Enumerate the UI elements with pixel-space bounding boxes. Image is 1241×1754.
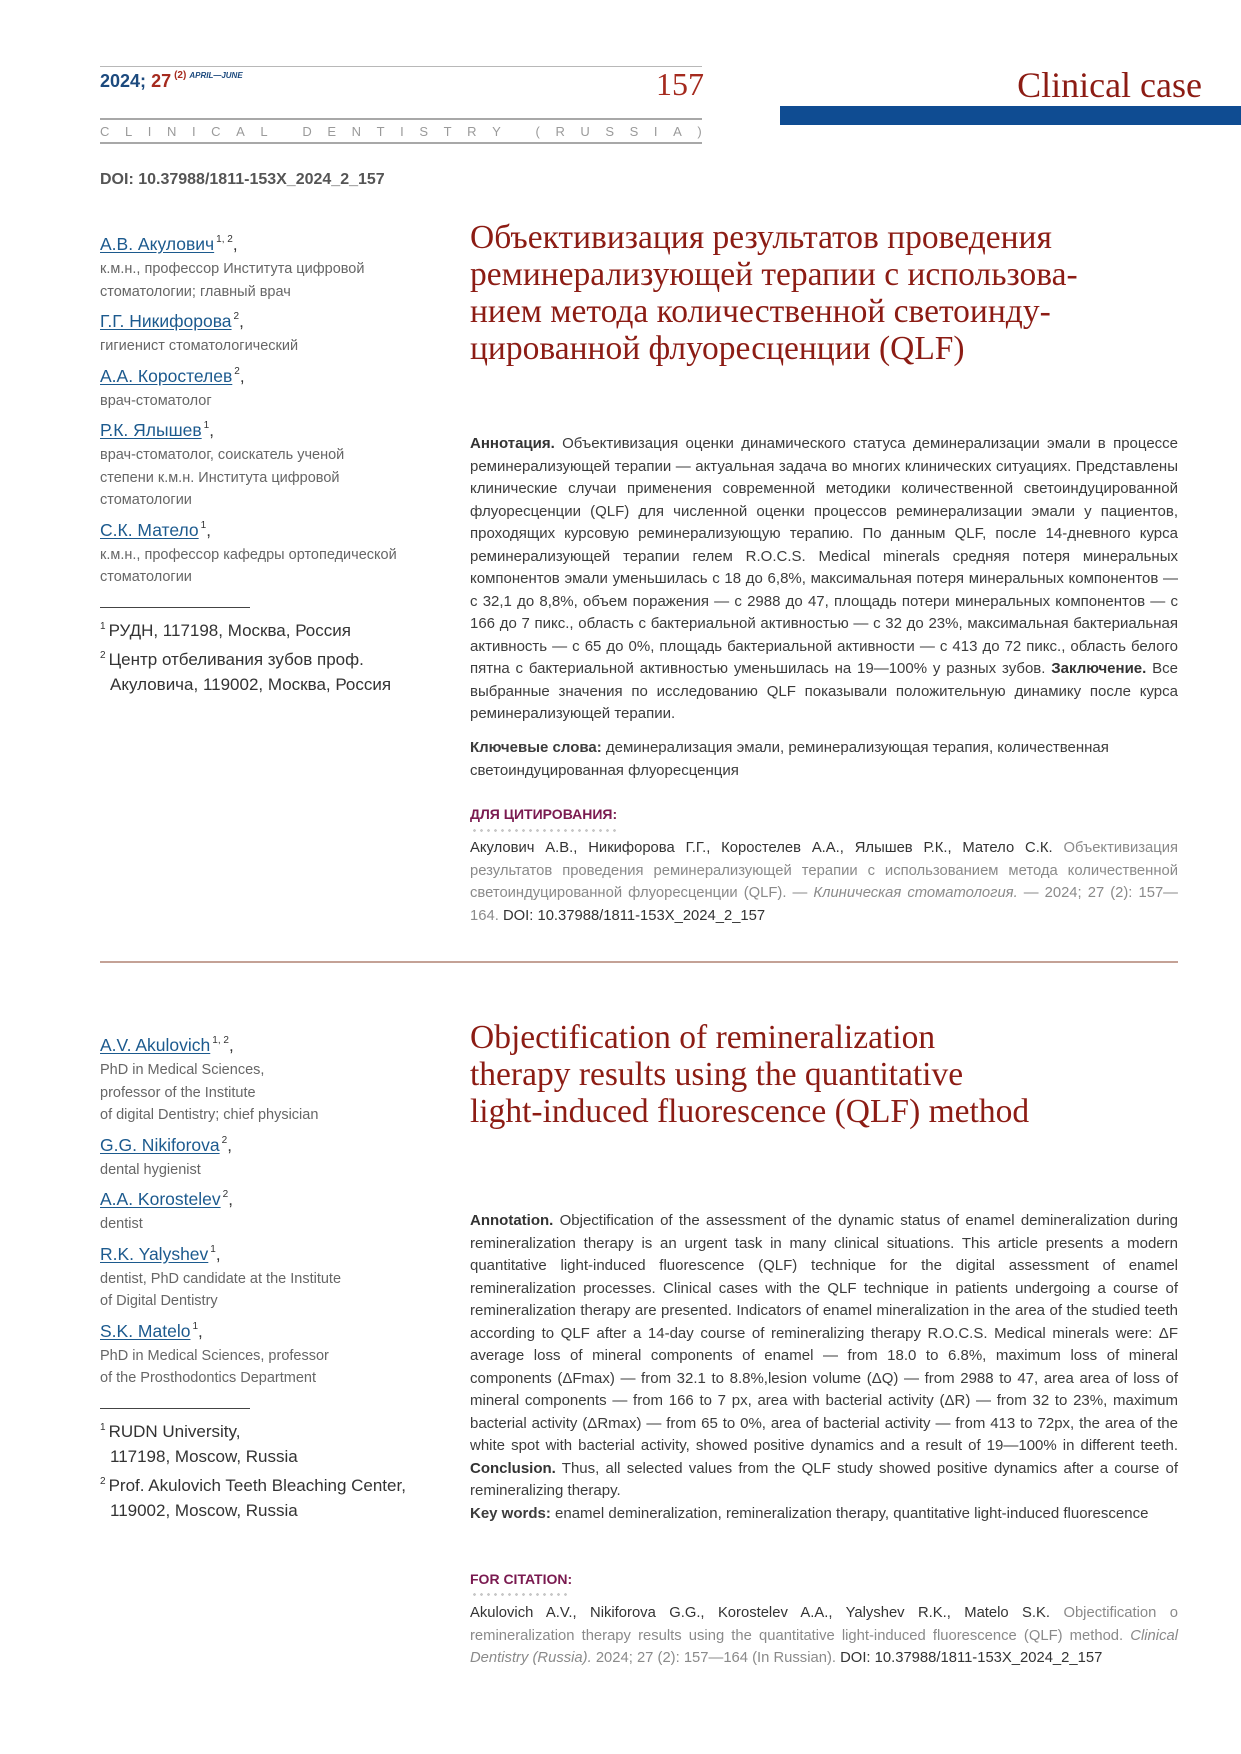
- author-affiliation-sup: 1: [203, 420, 210, 431]
- journal-letter: A: [236, 124, 245, 139]
- journal-letter: C: [211, 124, 221, 139]
- journal-letter: D: [302, 124, 312, 139]
- title-line: реминерализующей терапии с использова-: [470, 256, 1078, 293]
- issue-volume: 27: [151, 71, 172, 91]
- footnote-rule: [100, 607, 250, 608]
- footnote-rule: [100, 1408, 250, 1409]
- desc-line: гигиенист стоматологический: [100, 338, 299, 354]
- citation-issue: 2024; 27 (2): 157—164 (In Russian).: [595, 1650, 836, 1666]
- affiliation: [100, 643, 410, 697]
- journal-letter: U: [580, 124, 590, 139]
- issue-months: APRIL—JUNE: [189, 71, 243, 80]
- author: S.K. Matelo $^1$,: [100, 1320, 203, 1341]
- citation-authors: Akulovich A.V., Nikiforova G.G., Korostelev A.A., Yalyshev R.K., Matelo S.K.: [470, 1605, 1051, 1621]
- journal-letter: E: [327, 124, 337, 139]
- citation-doi[interactable]: DOI: 10.37988/1811-153X_2024_2_157: [502, 907, 766, 924]
- author: A.V. Akulovich $^{1, 2}$,: [100, 1035, 234, 1055]
- affiliation-text: Prof. Akulovich Teeth Bleaching Center, 119002, Moscow, Russia: [108, 1475, 406, 1520]
- author-description: [100, 1059, 430, 1127]
- article-doi: DOI: 10.37988/1811-153X_2024_2_157: [100, 171, 385, 188]
- section-label: Clinical case: [1017, 65, 1202, 105]
- author-description: [100, 444, 430, 512]
- author: R.K. Yalyshev $^1$,: [100, 1243, 221, 1264]
- author-description: [100, 390, 430, 413]
- author-link[interactable]: R.K. Yalyshev: [100, 1243, 209, 1264]
- ru-citation: [470, 837, 1178, 927]
- dotted-rule: [471, 829, 617, 832]
- author-description: [100, 1345, 430, 1390]
- desc-line: of the Prosthodontics Department: [100, 1370, 317, 1386]
- ru-citation-heading: ДЛЯ ЦИТИРОВАНИЯ:: [470, 806, 618, 822]
- journal-letter: S: [629, 124, 639, 139]
- author-description: [100, 1268, 430, 1313]
- affiliation-text: РУДН, 117198, Москва, Россия: [108, 620, 351, 640]
- journal-letter: (: [535, 124, 540, 139]
- author: Г.Г. Никифорова $^2$,: [100, 311, 244, 331]
- issue-number: (2): [174, 70, 187, 81]
- citation-doi[interactable]: DOI: 10.37988/1811-153X_2024_2_157: [840, 1650, 1103, 1666]
- citation-journal: Клиническая стоматология.: [813, 885, 1018, 901]
- header-rule: [100, 118, 702, 120]
- conclusion-text: Thus, all selected values from the QLF study showed positive dynamics after a course of remineralizing therapy.: [470, 1459, 1178, 1499]
- issue-year: 2024;: [100, 71, 147, 91]
- journal-letter: Y: [492, 124, 501, 139]
- abstract-text: Objectification of the assessment of the dynamic status of enamel demineralization during remineralization therapy is an urgent task in many clinical situations. This article presents a modern quantitative light-induced fluorescence (QLF) technique for the digital assessment of enamel remineralization processes. Clinical cases with the QLF technique in patients undergoing a course of remineralization therapy are presented. Indicators of enamel mineralization in the area of the studied teeth according to QLF after a 14-day course of remineralizing therapy R.O.C.S. Medical minerals were: ΔF average loss of mineral components of enamel — from 18.0 to 6.8%, maximum loss of mineral components (ΔFmax) — from 32.1 to 8.8%,lesion volume (ΔQ) — from 2988 to 47, area area of loss of mineral components — from 166 to 7 px, area with bacterial activity (ΔR) — from 32 to 23%, maximum bacterial activity (ΔRmax) — from 65 to 0%, area of bacterial activity — from 413 to 72px, the area of the white spot with bacterial activity, showed positive dynamics and a result of 19—100% in different teeth.: [470, 1212, 1179, 1454]
- brand-bar: [780, 106, 1241, 125]
- section-divider: [100, 961, 1178, 963]
- affiliation: [100, 614, 430, 643]
- desc-line: dentist: [100, 1216, 143, 1232]
- ru-authors: [100, 228, 430, 697]
- desc-line: of digital Dentistry; chief physician: [100, 1107, 319, 1123]
- author-affiliation-sup: 1, 2: [212, 1035, 229, 1046]
- conclusion-label: Заключение.: [1051, 660, 1147, 677]
- author-affiliation-sup: 2: [233, 311, 240, 322]
- author-description: [100, 335, 430, 358]
- author-affiliation-sup: 1: [210, 1243, 216, 1255]
- journal-letter: T: [443, 124, 452, 139]
- author-link[interactable]: A.A. Korostelev: [100, 1189, 221, 1209]
- journal-letter: N: [166, 124, 177, 139]
- keywords-text: деминерализация эмали, реминерализующая терапия, количественная светоиндуцированная флуоресценция: [470, 739, 1109, 779]
- journal-letter: L: [260, 124, 268, 139]
- author-link[interactable]: S.K. Matelo: [100, 1320, 191, 1341]
- author-affiliation-sup: 1, 2: [216, 234, 233, 245]
- journal-letter: C: [100, 124, 110, 139]
- journal-letter: [516, 124, 520, 139]
- affiliation: [100, 1469, 440, 1523]
- desc-line: professor of the Institute: [100, 1084, 256, 1101]
- abstract-text: Объективизация оценки динамического статуса деминерализации эмали в процессе реминерализующей терапии — актуальная задача во многих клинических ситуациях. Представлены клинические случаи применения современной методики количественной светоиндуцированной флуоресценции (QLF) для численной оценки процессов реминерализации эмали у пациентов, проходящих курсовую реминерализующую терапию. По данным QLF, после 14-дневного курса реминерализующей терапии гелем R.O.C.S. Medical minerals средняя потеря минеральных компонентов эмали уменьшилась с 18 до 6,8%, максимальная потеря минеральных компонентов — с 32,1 до 8,8%, объем поражения — с 2988 до 47, площадь потери минеральных компонентов — с 166 до 7 пикс., область с бактериальной активностью — с 32 до 23%, максимальная бактериальная активность — с 65 до 0%, площадь бактериальной активности — с 413 до 72 пикс., область белого пятна с бактериальной активностью уменьшилась на 19—100% у разных зубов.: [470, 435, 1178, 677]
- author-description: [100, 1213, 430, 1236]
- desc-line: к.м.н., профессор Института цифровой: [100, 261, 365, 277]
- citation-title: Objectification o remineralization therapy results using the quantitative light-induced fluorescence (QLF) method.: [470, 1605, 1178, 1644]
- affiliation-sup: 2: [100, 1475, 106, 1487]
- journal-letter: R: [555, 124, 565, 139]
- author-description: [100, 258, 430, 303]
- journal-letter: I: [653, 124, 658, 139]
- en-abstract: [470, 1210, 1178, 1503]
- en-citation-heading: FOR CITATION:: [470, 1571, 573, 1587]
- journal-letter: R: [467, 124, 477, 139]
- conclusion-text: Все выбранные значения по исследованию QLF показывали положительную динамику после курса реминерализующей терапии.: [470, 660, 1179, 722]
- citation-authors: Акулович А.В., Никифорова Г.Г., Коростелев А.А., Ялышев Р.К., Матело С.К.: [470, 840, 1053, 856]
- desc-line: к.м.н., профессор кафедры ортопедической: [100, 546, 397, 563]
- desc-line: врач-стоматолог: [100, 392, 212, 409]
- author: G.G. Nikiforova $^2$,: [100, 1134, 232, 1155]
- affiliation-text: RUDN University, 117198, Moscow, Russia: [108, 1421, 298, 1466]
- journal-letter: A: [673, 124, 682, 139]
- author-link[interactable]: А.А. Коростелев: [100, 365, 233, 386]
- issue-info: [100, 70, 243, 92]
- author: С.К. Матело $^1$,: [100, 519, 211, 540]
- journal-letter: [283, 124, 287, 139]
- journal-letter: I: [191, 124, 196, 139]
- author-affiliation-sup: 2: [221, 1134, 228, 1146]
- author: A.A. Korostelev $^2$,: [100, 1189, 233, 1209]
- author-affiliation-sup: 1: [200, 519, 207, 531]
- journal-name: [100, 124, 702, 139]
- ru-keywords: [470, 737, 1178, 782]
- desc-line: dental hygienist: [100, 1161, 201, 1178]
- abstract-label: Аннотация.: [470, 435, 555, 452]
- desc-line: врач-стоматолог, соискатель ученой: [100, 447, 345, 463]
- affiliation-text: Центр отбеливания зубов проф. Акуловича, 119002, Москва, Россия: [108, 649, 392, 694]
- en-authors: [100, 1029, 430, 1523]
- citation-journal: Clinical Dentistry (Russia).: [470, 1627, 1178, 1666]
- desc-line: of Digital Dentistry: [100, 1293, 218, 1309]
- desc-line: PhD in Medical Sciences,: [100, 1062, 265, 1078]
- desc-line: стоматологии: [100, 569, 192, 585]
- keywords-text: enamel demineralization, remineralization therapy, quantitative light-induced fluorescence: [555, 1505, 1149, 1522]
- title-line: light-induced fluorescence (QLF) method: [470, 1093, 1030, 1130]
- conclusion-label: Conclusion.: [470, 1459, 556, 1477]
- journal-letter: ): [697, 124, 702, 139]
- abstract-label: Annotation.: [470, 1212, 554, 1229]
- citation-title: Объективизация результатов проведения реминерализующей терапии с использованием метода количественной светоиндуцированной флуоресценции (QLF). —: [470, 840, 1178, 901]
- title-line: Objectification of remineralization: [470, 1019, 936, 1056]
- author-link[interactable]: С.К. Матело: [100, 519, 199, 540]
- affiliation-sup: 1: [100, 620, 106, 632]
- desc-line: стоматологии: [100, 492, 192, 508]
- desc-line: PhD in Medical Sciences, professor: [100, 1347, 329, 1364]
- header-rule: [100, 142, 702, 144]
- keywords-label: Ключевые слова:: [470, 739, 602, 756]
- author-link[interactable]: Р.К. Ялышев: [100, 420, 202, 440]
- desc-line: стоматологии; главный врач: [100, 283, 291, 300]
- author: Р.К. Ялышев $^1$,: [100, 420, 214, 440]
- desc-line: dentist, PhD candidate at the Institute: [100, 1270, 342, 1287]
- author: А.В. Акулович $^{1, 2}$,: [100, 234, 238, 254]
- author: А.А. Коростелев $^2$,: [100, 365, 245, 386]
- author-description: [100, 1159, 430, 1182]
- citation-issue: — 2024; 27 (2): 157—164.: [470, 885, 1178, 924]
- journal-letter: I: [147, 124, 152, 139]
- journal-letter: T: [376, 124, 385, 139]
- affiliation-sup: 1: [100, 1421, 106, 1433]
- journal-letter: L: [124, 124, 133, 139]
- author-description: [100, 544, 430, 589]
- desc-line: степени к.м.н. Института цифровой: [100, 469, 340, 486]
- author-link[interactable]: G.G. Nikiforova: [100, 1134, 220, 1155]
- title-line: therapy results using the quantitative: [470, 1056, 964, 1093]
- journal-letter: S: [605, 124, 615, 139]
- affiliation: [100, 1415, 300, 1469]
- title-line: Объективизация результатов проведения: [470, 219, 1052, 256]
- en-article-title: [470, 1019, 1190, 1130]
- affiliation-sup: 2: [100, 649, 106, 661]
- author-link[interactable]: Г.Г. Никифорова: [100, 311, 232, 331]
- title-line: цированной флуоресценции (QLF): [470, 330, 965, 367]
- ru-abstract: [470, 433, 1178, 726]
- author-link[interactable]: А.В. Акулович: [100, 234, 215, 254]
- header-top-rule: [100, 66, 702, 67]
- journal-letter: I: [400, 124, 404, 139]
- author-affiliation-sup: 1: [192, 1320, 199, 1332]
- author-affiliation-sup: 2: [222, 1189, 229, 1200]
- page-number: 157: [656, 66, 704, 102]
- ru-article-title: [470, 219, 1190, 367]
- en-keywords: [470, 1503, 1178, 1526]
- author-affiliation-sup: 2: [234, 365, 240, 377]
- journal-letter: S: [419, 124, 428, 139]
- en-citation: [470, 1602, 1178, 1670]
- journal-letter: N: [351, 124, 361, 139]
- author-link[interactable]: A.V. Akulovich: [100, 1035, 211, 1055]
- dotted-rule: [471, 1593, 571, 1596]
- keywords-label: Key words:: [470, 1505, 551, 1522]
- title-line: нием метода количественной светоинду-: [470, 293, 1051, 330]
